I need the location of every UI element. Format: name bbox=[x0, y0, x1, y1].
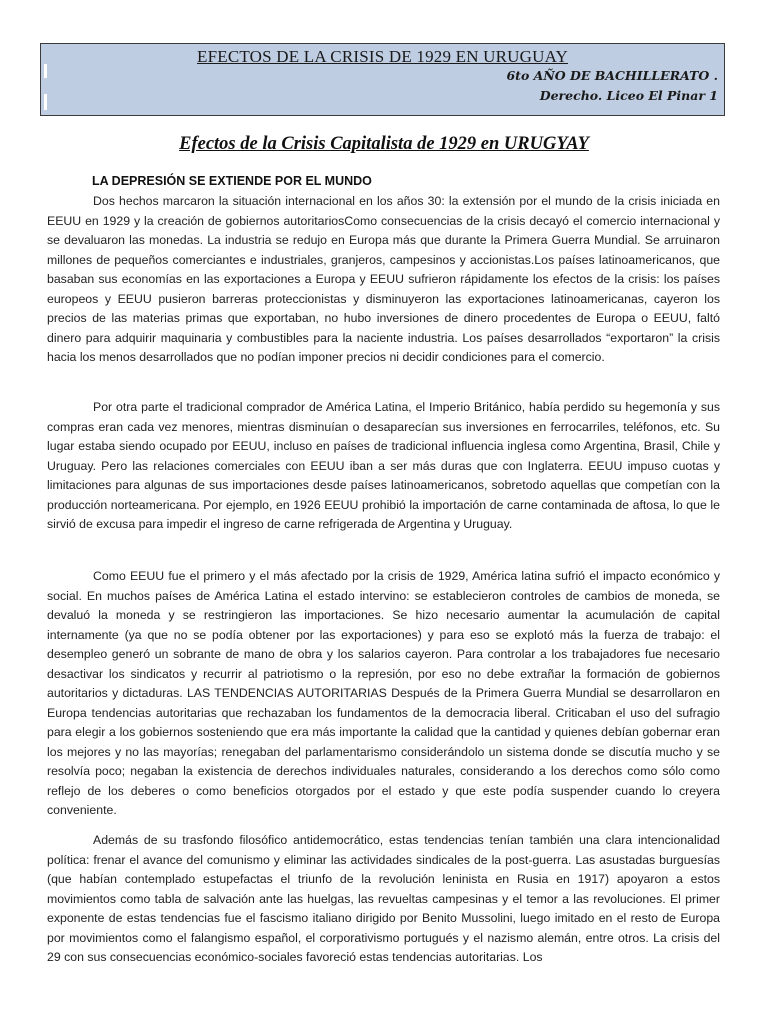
paragraph: Por otra parte el tradicional comprador de América Latina, el Imperio Británico, había perdido su hegemonía y sus compras eran cada vez menores, mientras disminuían o desaparecían sus inversiones en ferrocarriles, teléfonos, etc. Su lugar estaba siendo ocupado por EEUU, incluso en países de tradicional influencia inglesa como Argentina, Brasil, Chile y Uruguay. Pero las relaciones comerciales con EEUU iban a ser más duras que con Inglaterra. EEUU impuso cuotas y limitaciones para algunas de sus importaciones desde países latinoamericanos, sobretodo aquellas que competían con la producción norteamericana. Por ejemplo, en 1926 EEUU prohibió la importación de carne contaminada de aftosa, lo que le sirvió de excusa para impedir el ingreso de carne refrigerada de Argentina y Uruguay. bbox=[47, 400, 720, 531]
paragraph: Como EEUU fue el primero y el más afectado por la crisis de 1929, América latina sufrió el impacto económico y social. En muchos países de América Latina el estado intervino: se establecieron controles de cambios de moneda, se devaluó la moneda y se restringieron las importaciones. Se hizo necesario aumentar la acumulación de capital internamente (ya que no se podía obtener por las exportaciones) y para eso se explotó más la fuerza de trabajo: el desempleo generó un sobrante de mano de obra y los salarios cayeron. Para controlar a los trabajadores fue necesario desactivar los sindicatos y recurrir al patriotismo o la represión, por eso no debe extrañar la formación de gobiernos autoritarios y dictaduras. LAS TENDENCIAS AUTORITARIAS Después de la Primera Guerra Mundial se desarrollaron en Europa tendencias autoritarias que rechazaban los fundamentos de la democracia liberal. Criticaban el uso del sufragio para elegir a los gobiernos sosteniendo que era más importante la calidad que la cantidad y quienes debían gobernar eran los mejores y no las mayorías; renegaban del parlamentarismo considerándolo un sistema donde se discutía mucho y se resolvía poco; negaban la existencia de derechos individuales naturales, considerando a los derechos como sólo como reflejo de los deberes o como beneficios otorgados por el estado y que este podía suspender cuando lo creyera conveniente. bbox=[47, 569, 720, 817]
document-title: Efectos de la Crisis Capitalista de 1929 en URUGYAY bbox=[179, 134, 589, 154]
paragraph: Dos hechos marcaron la situación internacional en los años 30: la extensión por el mundo de la crisis iniciada en EEUU en 1929 y la creación de gobiernos autoritariosComo consecuencias de la crisis decayó el comercio internacional y se devaluaron las monedas. La industria se redujo en Europa más que durante la Primera Guerra Mundial. Se arruinaron millones de pequeños comerciantes e industriales, granjeros, campesinos y accionistas.Los países latinoamericanos, que basaban sus economías en las exportaciones a Europa y EEUU sufrieron rápidamente los efectos de la crisis: los países europeos y EEUU pusieron barreras proteccionistas y disminuyeron las exportaciones latinoamericanas, cayeron los precios de las materias primas que exportaban, no hubo inversiones de dinero procedentes de Europa o EEUU, faltó dinero para adquirir maquinaria y combustibles para la naciente industria. Los países desarrollados “exportaron” la crisis hacia los menos desarrollados que no podían imponer precios ni decidir condiciones para el comercio. bbox=[47, 194, 720, 364]
section-heading: LA DEPRESIÓN SE EXTIENDE POR EL MUNDO bbox=[92, 174, 372, 188]
header-title: EFECTOS DE LA CRISIS DE 1929 EN URUGUAY bbox=[197, 47, 568, 66]
header-decor-bar bbox=[44, 94, 47, 110]
header-course-line: 6to AÑO DE BACHILLERATO . bbox=[506, 68, 718, 83]
header-box bbox=[40, 43, 725, 116]
header-school-line: Derecho. Liceo El Pinar 1 bbox=[539, 88, 718, 103]
paragraph: Además de su trasfondo filosófico antidemocrático, estas tendencias tenían también una clara intencionalidad política: frenar el avance del comunismo y eliminar las actividades sindicales de la post-guerra. Las asustadas burguesías (que habían contemplado estupefactas el triunfo de la revolución leninista en Rusia en 1917) apoyaron a estos movimientos como tabla de salvación ante las huelgas, las revueltas campesinas y el temor a las revoluciones. El primer exponente de estas tendencias fue el fascismo italiano dirigido por Benito Mussolini, luego imitado en el resto de Europa por movimientos como el falangismo español, el corporativismo portugués y el nazismo alemán, entre otros. La crisis del 29 con sus consecuencias económico-sociales favoreció estas tendencias autoritarias. Los bbox=[47, 833, 720, 964]
